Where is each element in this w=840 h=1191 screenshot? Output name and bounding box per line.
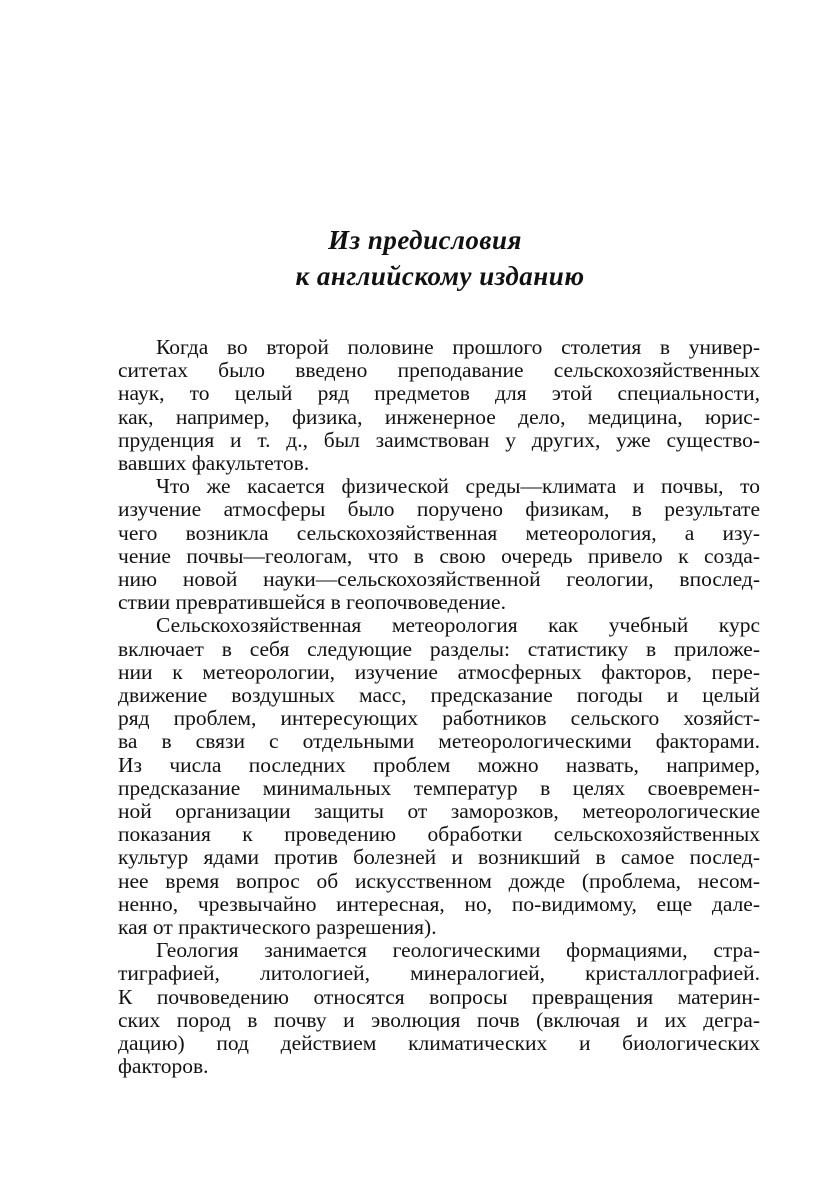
text-line: включает в себя следующие разделы: статистику в приложе-: [118, 636, 760, 661]
text-line: ряд проблем, интересующих работников сельского хозяйст-: [118, 706, 760, 731]
text-line: ситетах было введено преподавание сельскохозяйственных: [118, 358, 760, 383]
text-line: изучение атмосферы было поручено физикам, в результате: [118, 497, 760, 522]
text-line: Сельскохозяйственная метеорология как учебный курс: [156, 613, 760, 638]
text-line: чего возникла сельскохозяйственная метеорология, а изу-: [118, 520, 760, 545]
text-line: пруденция и т. д., был заимствован у других, уже существо-: [118, 427, 760, 452]
text-line: Когда во второй половине прошлого столетия в универ-: [156, 335, 760, 359]
text-line: ненно, чрезвычайно интересная, но, по-видимому, еще дале-: [118, 891, 760, 916]
text-line: К почвоведению относятся вопросы превращения материн-: [118, 984, 760, 1009]
paragraph-1: [118, 336, 760, 475]
heading-line-2: к английскому изданию: [295, 261, 585, 291]
text-line: дацию) под действием климатических и биологических: [118, 1031, 760, 1056]
paragraph-2: [118, 475, 760, 614]
text-line: ствии превратившейся в геопочвоведение.: [118, 590, 506, 615]
text-line: показания к проведению обработки сельскохозяйственных: [118, 822, 760, 847]
heading-line-1: Из предисловия: [328, 225, 522, 255]
text-line: ной организации защиты от заморозков, метеорологические: [118, 799, 760, 824]
text-line: Из числа последних проблем можно назвать, например,: [118, 752, 760, 777]
text-line: ва в связи с отдельными метеорологическими факторами.: [118, 729, 760, 754]
text-line: чение почвы—геологам, что в свою очередь привело к созда-: [118, 543, 760, 568]
text-line: Геология занимается геологическими формациями, стра-: [156, 938, 760, 963]
text-line: наук, то целый ряд предметов для этой специальности,: [118, 381, 760, 406]
paragraph-3: [118, 614, 760, 939]
text-line: тиграфией, литологией, минералогией, кристаллографией.: [118, 961, 760, 986]
text-line: предсказание минимальных температур в целях своевремен-: [118, 775, 760, 800]
paragraph-4: [118, 939, 760, 1078]
text-line: ских пород в почву и эволюция почв (включая и их дегра-: [118, 1007, 760, 1032]
text-line: нии к метеорологии, изучение атмосферных факторов, пере-: [118, 659, 760, 684]
text-line: Что же касается физической среды—климата и почвы, то: [156, 474, 760, 499]
text-line: нее время вопрос об искусственном дожде (проблема, несом-: [118, 868, 760, 893]
text-line: вавших факультетов.: [118, 451, 310, 476]
text-line: кая от практического разрешения).: [118, 915, 437, 940]
text-line: факторов.: [118, 1054, 209, 1079]
text-line: нию новой науки—сельскохозяйственной геологии, впослед-: [118, 567, 760, 592]
text-line: культур ядами против болезней и возникший в самое послед-: [118, 845, 760, 870]
text-line: как, например, физика, инженерное дело, медицина, юрис-: [118, 404, 760, 429]
text-line: движение воздушных масс, предсказание погоды и целый: [118, 683, 760, 708]
body-text: [118, 336, 760, 1079]
section-heading: [0, 222, 840, 294]
